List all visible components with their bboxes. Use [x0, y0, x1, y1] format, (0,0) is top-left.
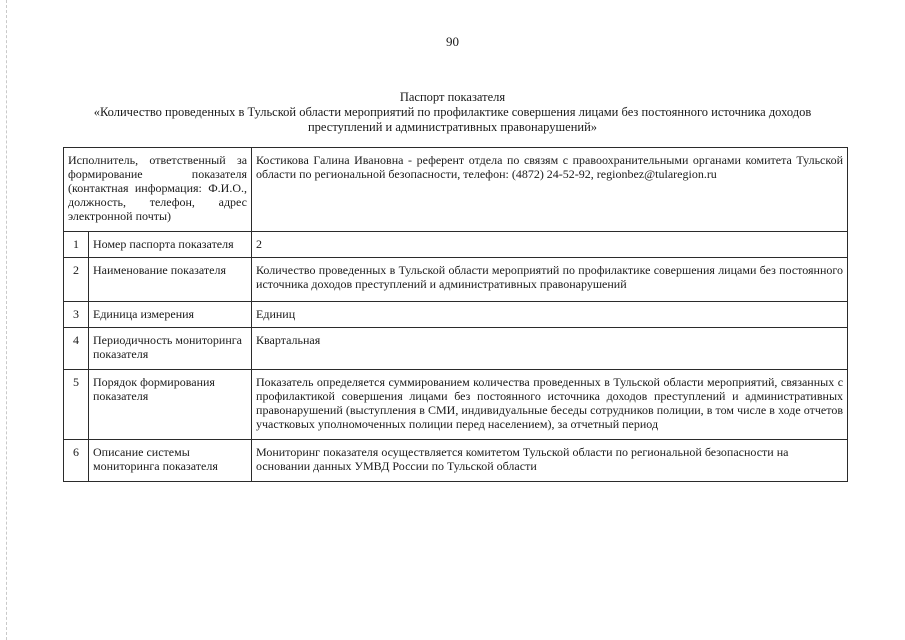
document-title: [60, 90, 845, 135]
executor-row: [64, 148, 848, 232]
row-number: 3: [64, 302, 89, 328]
row-number: 2: [64, 258, 89, 302]
title-line-2: «Количество проведенных в Тульской области мероприятий по профилактике совершения лицами без постоянного источника доходов преступлений и административных правонарушений»: [93, 105, 812, 134]
table-row: [64, 258, 848, 302]
row-label: Порядок формирования показателя: [89, 370, 252, 440]
table-row: [64, 328, 848, 370]
row-number: 6: [64, 440, 89, 482]
passport-table: [63, 147, 848, 482]
row-number: 5: [64, 370, 89, 440]
row-label: Наименование показателя: [89, 258, 252, 302]
row-value: 2: [252, 232, 848, 258]
table-row: [64, 232, 848, 258]
title-line-1: Паспорт показателя: [399, 90, 506, 104]
row-number: 4: [64, 328, 89, 370]
table-row: [64, 302, 848, 328]
row-label: Номер паспорта показателя: [89, 232, 252, 258]
row-value: Квартальная: [252, 328, 848, 370]
row-value: Единиц: [252, 302, 848, 328]
page-edge-line: [6, 0, 7, 640]
row-value: Количество проведенных в Тульской области мероприятий по профилактике совершения лицами без постоянного источника доходов преступлений и административных правонарушений: [252, 258, 848, 302]
row-value: Показатель определяется суммированием количества проведенных в Тульской области мероприятий, связанных с профилактикой совершения лицами без постоянного источника доходов преступлений и административных правонарушений (выступления в СМИ, индивидуальные беседы сотрудников полиции, в том числе в ходе отчетов участковых уполномоченных полиции перед населением), за отчетный период: [252, 370, 848, 440]
executor-label: Исполнитель, ответственный за формирование показателя (контактная информация: Ф.И.О., должность, телефон, адрес электронной почты): [64, 148, 252, 232]
row-label: Описание системы мониторинга показателя: [89, 440, 252, 482]
row-label: Единица измерения: [89, 302, 252, 328]
row-label: Периодичность мониторинга показателя: [89, 328, 252, 370]
executor-value: Костикова Галина Ивановна - референт отдела по связям с правоохранительными органами комитета Тульской области по региональной безопасности, телефон: (4872) 24-52-92, regionbez@tularegion.ru: [252, 148, 848, 232]
table-row: [64, 440, 848, 482]
row-number: 1: [64, 232, 89, 258]
page-number: 90: [446, 34, 459, 49]
row-value: Мониторинг показателя осуществляется комитетом Тульской области по региональной безопасности на основании данных УМВД России по Тульской области: [252, 440, 848, 482]
table-row: [64, 370, 848, 440]
